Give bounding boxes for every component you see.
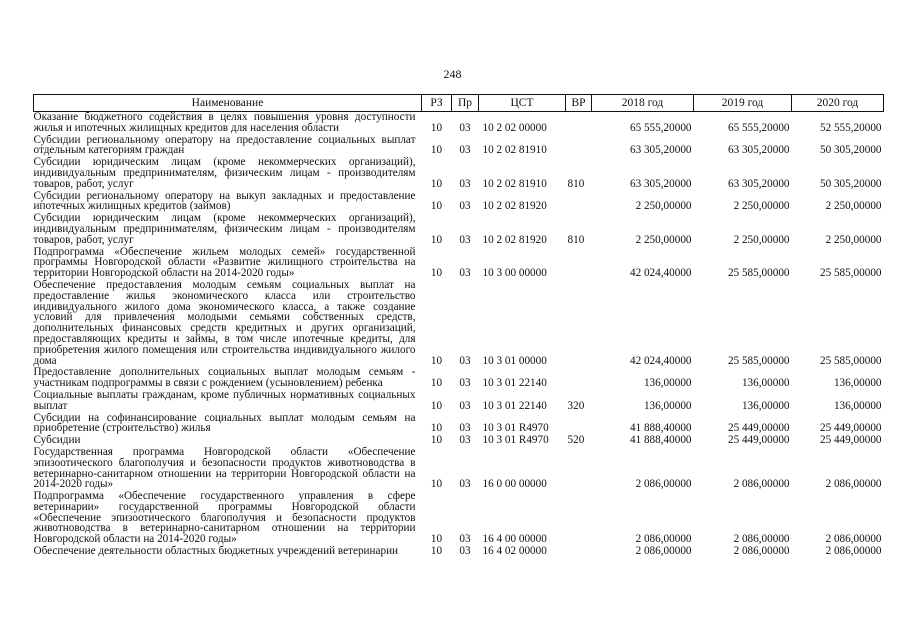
- cell-2018: 63 305,20000: [629, 177, 692, 190]
- table-row: [34, 191, 884, 214]
- cell-2019: 136,00000: [741, 377, 790, 390]
- cell-2020: 2 250,00000: [825, 200, 882, 213]
- cell-2018: 2 250,00000: [635, 233, 692, 246]
- header-name: Наименование: [34, 95, 422, 112]
- cell-name: Оказание бюджетного содействия в целях повышения уровня доступности жилья и ипотечных жилищных кредитов для населения области: [33, 111, 416, 134]
- cell-rz: 10: [430, 377, 443, 390]
- cell-2018: 2 086,00000: [635, 545, 692, 558]
- cell-name: Государственная программа Новгородской области «Обеспечение эпизоотического благополучия и безопасности продуктов животноводства в ветеринарно-санитарном отношении на территории Новгородской области на 2014-2020 годы»: [33, 445, 416, 491]
- cell-pr: 03: [459, 478, 471, 491]
- cell-cst: 10 3 01 22140: [482, 377, 547, 390]
- table-row: [34, 491, 884, 546]
- cell-2018: 136,00000: [643, 399, 692, 412]
- cell-pr: 03: [459, 377, 471, 390]
- cell-2020: 136,00000: [833, 377, 882, 390]
- cell-2020: 50 305,20000: [819, 144, 882, 157]
- cell-2020: 25 585,00000: [819, 354, 882, 367]
- cell-2019: 25 449,00000: [727, 422, 790, 435]
- table-row: [34, 546, 884, 558]
- table-body: [34, 112, 884, 558]
- cell-pr: 03: [459, 267, 471, 280]
- table-row: [34, 112, 884, 135]
- cell-2018: 41 888,40000: [629, 422, 692, 435]
- cell-vr: [566, 280, 592, 367]
- cell-vr: 810: [567, 233, 585, 246]
- table-row: [34, 413, 884, 436]
- cell-2018: 41 888,40000: [629, 434, 692, 447]
- cell-cst: 10 3 01 00000: [482, 354, 547, 367]
- cell-2019: 2 250,00000: [733, 233, 790, 246]
- cell-2019: 63 305,20000: [727, 177, 790, 190]
- cell-2018: 136,00000: [643, 377, 692, 390]
- cell-rz: 10: [430, 478, 443, 491]
- cell-2020: 2 086,00000: [825, 545, 882, 558]
- cell-2020: 25 449,00000: [819, 434, 882, 447]
- cell-rz: 10: [430, 422, 443, 435]
- cell-cst: 10 2 02 00000: [482, 121, 547, 134]
- cell-2019: 2 250,00000: [733, 200, 790, 213]
- cell-rz: 10: [430, 533, 443, 546]
- cell-name: Субсидии региональному оператору на предоставление социальных выплат отдельным категориям граждан: [33, 133, 416, 157]
- cell-2019: 63 305,20000: [727, 144, 790, 157]
- cell-pr: 03: [459, 545, 471, 558]
- cell-cst: 10 3 00 00000: [482, 267, 547, 280]
- cell-vr: 520: [567, 434, 585, 447]
- cell-pr: 03: [459, 177, 471, 190]
- header-vr: ВР: [566, 95, 592, 112]
- cell-name: Обеспечение предоставления молодым семьям социальных выплат на предоставление жилья экономического класса или строительство индивидуального жилого дома экономического класса, а также создание условий для привлечения молодыми семьями собственных средств, дополнительных финансовых средств кредитных и других организаций, предоставляющих кредиты и займы, в том числе ипотечные кредиты, для приобретения жилого помещения или строительства индивидуального жилого дома: [33, 278, 416, 367]
- cell-rz: 10: [430, 545, 443, 558]
- cell-vr: [566, 112, 592, 135]
- cell-2019: 2 086,00000: [733, 533, 790, 546]
- cell-name: Субсидии: [33, 434, 81, 447]
- header-rz: РЗ: [422, 95, 452, 112]
- cell-2018: 42 024,40000: [629, 354, 692, 367]
- cell-cst: 16 4 02 00000: [482, 545, 547, 558]
- cell-name: Подпрограмма «Обеспечение жильем молодых семей» государственной программы Новгородской области «Развитие жилищного строительства на территории Новгородской области на 2014-2020 годы»: [33, 245, 416, 280]
- cell-name: Обеспечение деятельности областных бюджетных учреждений ветеринарии: [33, 545, 399, 558]
- cell-cst: 16 4 00 00000: [482, 533, 547, 546]
- cell-vr: [566, 367, 592, 390]
- cell-2020: 50 305,20000: [819, 177, 882, 190]
- cell-vr: [566, 447, 592, 491]
- cell-2019: 25 585,00000: [727, 354, 790, 367]
- cell-rz: 10: [430, 434, 443, 447]
- header-2020: 2020 год: [792, 95, 884, 112]
- cell-2018: 2 086,00000: [635, 533, 692, 546]
- cell-name: Предоставление дополнительных социальных выплат молодым семьям - участникам подпрограммы в связи с рождением (усыновлением) ребенка: [33, 366, 416, 390]
- header-cst: ЦСТ: [479, 95, 566, 112]
- cell-rz: 10: [430, 267, 443, 280]
- cell-name: Подпрограмма «Обеспечение государственного управления в сфере ветеринарии» государственной программы Новгородской области «Обеспечение эпизоотического благополучия и безопасности продуктов животноводства в ветеринарно-санитарном отношении на территории Новгородской области на 2014-2020 годы»: [33, 490, 416, 546]
- table-row: [34, 135, 884, 158]
- cell-name: Социальные выплаты гражданам, кроме публичных нормативных социальных выплат: [33, 388, 416, 412]
- cell-2020: 25 585,00000: [819, 267, 882, 280]
- table-row: [34, 280, 884, 367]
- cell-cst: 10 3 01 22140: [482, 399, 547, 412]
- cell-2020: 52 555,20000: [819, 121, 882, 134]
- cell-2018: 42 024,40000: [629, 267, 692, 280]
- cell-pr: 03: [459, 533, 471, 546]
- cell-pr: 03: [459, 399, 471, 412]
- cell-2018: 63 305,20000: [629, 144, 692, 157]
- cell-cst: 10 2 02 81920: [482, 233, 547, 246]
- cell-pr: 03: [459, 354, 471, 367]
- cell-rz: 10: [430, 354, 443, 367]
- header-2018: 2018 год: [592, 95, 694, 112]
- cell-2020: 2 086,00000: [825, 533, 882, 546]
- cell-rz: 10: [430, 177, 443, 190]
- table-row: [34, 157, 884, 190]
- table-row: [34, 247, 884, 280]
- cell-2020: 25 449,00000: [819, 422, 882, 435]
- cell-vr: [566, 191, 592, 214]
- cell-rz: 10: [430, 399, 443, 412]
- cell-vr: [566, 413, 592, 436]
- cell-cst: 10 2 02 81910: [482, 177, 547, 190]
- cell-rz: 10: [430, 233, 443, 246]
- cell-pr: 03: [459, 422, 471, 435]
- cell-rz: 10: [430, 200, 443, 213]
- cell-vr: 810: [567, 177, 585, 190]
- cell-vr: 320: [567, 399, 585, 412]
- cell-pr: 03: [459, 434, 471, 447]
- cell-name: Субсидии региональному оператору на выкуп закладных и предоставление ипотечных жилищных кредитов (займов): [33, 189, 416, 213]
- cell-cst: 16 0 00 00000: [482, 478, 547, 491]
- cell-2020: 2 086,00000: [825, 478, 882, 491]
- cell-pr: 03: [459, 144, 471, 157]
- cell-pr: 03: [459, 233, 471, 246]
- cell-2020: 2 250,00000: [825, 233, 882, 246]
- cell-2019: 2 086,00000: [733, 478, 790, 491]
- cell-2019: 25 449,00000: [727, 434, 790, 447]
- cell-2019: 136,00000: [741, 399, 790, 412]
- cell-name: Субсидии юридическим лицам (кроме некоммерческих организаций), индивидуальным предпринимателям, физическим лицам - производителям товаров, работ, услуг: [33, 212, 416, 246]
- cell-name: Субсидии на софинансирование социальных выплат молодым семьям на приобретение (строительство) жилья: [33, 411, 416, 435]
- cell-2020: 136,00000: [833, 399, 882, 412]
- budget-table-container: [33, 94, 883, 558]
- cell-cst: 10 3 01 R4970: [482, 422, 549, 435]
- cell-rz: 10: [430, 144, 443, 157]
- cell-name: Субсидии юридическим лицам (кроме некоммерческих организаций), индивидуальным предпринимателям, физическим лицам - производителям товаров, работ, услуг: [33, 156, 416, 190]
- budget-table: [33, 94, 884, 558]
- cell-cst: 10 2 02 81910: [482, 144, 547, 157]
- cell-2019: 65 555,20000: [727, 121, 790, 134]
- cell-pr: 03: [459, 200, 471, 213]
- cell-2018: 2 086,00000: [635, 478, 692, 491]
- cell-vr: [566, 546, 592, 558]
- table-row: [34, 213, 884, 246]
- cell-2019: 25 585,00000: [727, 267, 790, 280]
- header-pr: Пр: [452, 95, 479, 112]
- cell-vr: [566, 247, 592, 280]
- cell-pr: 03: [459, 121, 471, 134]
- cell-vr: [566, 491, 592, 546]
- table-header: [34, 95, 884, 112]
- cell-2018: 2 250,00000: [635, 200, 692, 213]
- page-number: 248: [443, 67, 462, 81]
- cell-cst: 10 3 01 R4970: [482, 434, 549, 447]
- header-2019: 2019 год: [694, 95, 792, 112]
- cell-2019: 2 086,00000: [733, 545, 790, 558]
- table-row: [34, 447, 884, 491]
- cell-2018: 65 555,20000: [629, 121, 692, 134]
- cell-rz: 10: [430, 121, 443, 134]
- table-row: [34, 367, 884, 390]
- table-row: [34, 390, 884, 413]
- cell-cst: 10 2 02 81920: [482, 200, 547, 213]
- cell-vr: [566, 135, 592, 158]
